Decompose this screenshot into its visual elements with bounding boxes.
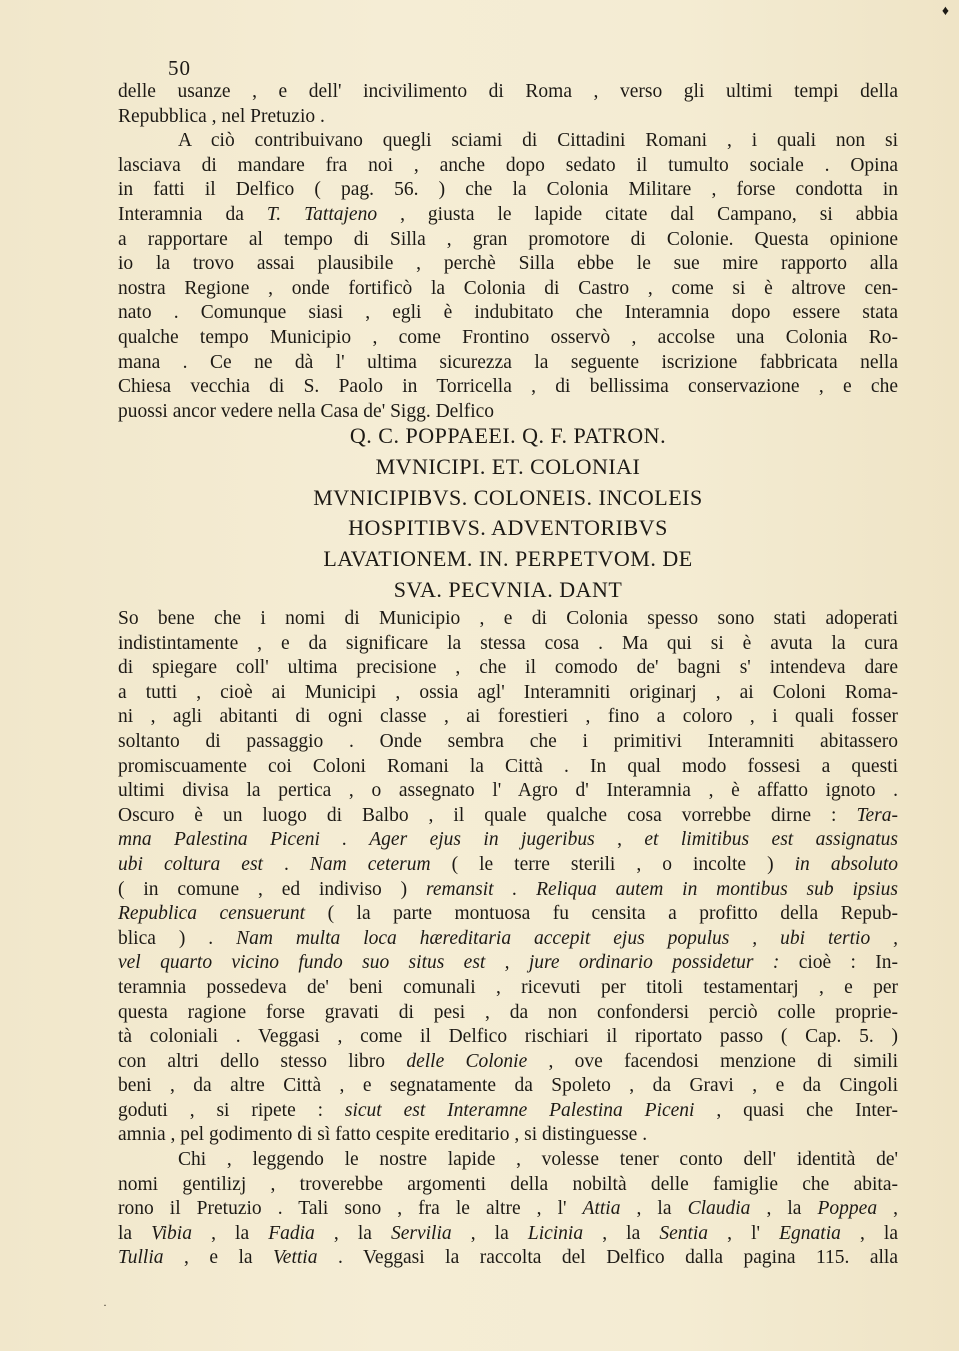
- inscription-line: Q. C. POPPAEEI. Q. F. PATRON.: [349, 423, 667, 448]
- text-line: Repubblica , nel Pretuzio .: [118, 105, 325, 127]
- inscription-line: MVNICIPIBVS. COLONEIS. INCOLEIS: [313, 484, 703, 510]
- text-line: Chi , leggendo le nostre lapide , volesse tener conto dell' identità de': [178, 1149, 898, 1171]
- body-text-top: [118, 80, 898, 424]
- text-line: vel quarto vicino fundo suo situs est , jure ordinario possidetur : cioè : In-: [118, 952, 898, 974]
- text-line: io la trovo assai plausibile , perchè Silla ebbe le sue mire rapporto alla: [118, 253, 898, 275]
- text-line: tà coloniali . Veggasi , come il Delfico rischiari il riportato passo ( Cap. 5. ): [118, 1026, 898, 1048]
- text-line: Tullia , e la Vettia . Veggasi la raccolta del Delfico dalla pagina 115. alla: [118, 1247, 898, 1269]
- text-line: a rapportare al tempo di Silla , gran promotore di Colonie. Questa opinione: [118, 228, 898, 250]
- text-line: puossi ancor vedere nella Casa de' Sigg. Delfico: [118, 400, 495, 422]
- text-line: beni , da altre Città , e segnatamente da Spoleto , da Gravi , e da Cingoli: [118, 1075, 898, 1097]
- text-line: nostra Regione , onde fortificò la Colonia di Castro , come si è altrove cen-: [118, 277, 898, 299]
- text-line: ( in comune , ed indiviso ) remansit . Reliqua autem in montibus sub ipsius: [118, 878, 898, 900]
- text-line: con altri dello stesso libro delle Colonie , ove facendosi menzione di simili: [118, 1050, 899, 1072]
- text-line: rono il Pretuzio . Tali sono , fra le altre , l' Attia , la Claudia , la Poppea ,: [118, 1198, 898, 1220]
- text-line: nato . Comunque siasi , egli è indubitato che Interamnia dopo essere stata: [118, 302, 898, 324]
- corner-mark: ♦: [941, 4, 949, 19]
- text-line: amnia , pel godimento di sì fatto cespite ereditario , si distinguesse .: [118, 1124, 648, 1146]
- text-line: questa ragione forse gravati di pesi , da non confondersi perciò colle proprie-: [118, 1001, 898, 1023]
- text-line: ultimi divisa la pertica , o assegnato l' Agro d' Interamnia , è affatto ignoto .: [118, 780, 898, 802]
- text-line: ni , agli abitanti di ogni classe , ai forestieri , fino a coloro , i quali fosser: [118, 706, 898, 728]
- text-line: Oscuro è un luogo di Balbo , il quale qualche cosa vorrebbe dirne : Tera-: [118, 804, 898, 826]
- text-line: So bene che i nomi di Municipio , e di Colonia spesso sono stati adoperati: [118, 608, 898, 629]
- text-line: goduti , si ripete : sicut est Interamne Palestina Piceni , quasi che Inter-: [118, 1099, 898, 1121]
- text-line: promiscuamente coi Coloni Romani la Città . In qual modo fossesi a questi: [118, 755, 898, 777]
- text-line: di spiegare coll' ultima precisione , che il comodo de' bagni s' intendeva dare: [118, 657, 898, 679]
- inscription-line: LAVATIONEM. IN. PERPETVOM. DE: [323, 546, 693, 572]
- text-line: in fatti il Delfico ( pag. 56. ) che la Colonia Militare , forse condotta in: [118, 179, 898, 201]
- text-line: teramnia possedeva de' beni comunali , ricevuti per titoli testamentarj , e per: [118, 976, 898, 998]
- text-line: nomi gentilizj , troverebbe argomenti della nobiltà delle famiglie che abita-: [118, 1173, 898, 1195]
- text-line: indistintamente , e da significare la stessa cosa . Ma qui si è avuta la cura: [118, 632, 898, 654]
- text-line: ubi coltura est . Nam ceterum ( le terre sterili , o incolte ) in absoluto: [118, 853, 898, 875]
- inscription-line: HOSPITIBVS. ADVENTORIBVS: [348, 515, 668, 541]
- text-line: qualche tempo Municipio , come Frontino osservò , accolse una Colonia Ro-: [118, 326, 898, 348]
- text-line: A ciò contribuivano quegli sciami di Cittadini Romani , i quali non si: [178, 130, 898, 152]
- text-line: Republica censuerunt ( la parte montuosa fu censita a profitto della Repub-: [118, 903, 898, 925]
- body-text-bottom: [118, 607, 898, 1271]
- text-line: Chiesa vecchia di S. Paolo in Torricella , di bellissima conservazione , e che: [118, 376, 898, 398]
- text-line: la Vibia , la Fadia , la Servilia , la Licinia , la Sentia , l' Egnatia , la: [118, 1222, 898, 1244]
- text-line: a tutti , cioè ai Municipi , ossia agl' Interamniti originarj , ai Coloni Roma-: [118, 681, 898, 703]
- text-line: delle usanze , e dell' incivilimento di Roma , verso gli ultimi tempi della: [118, 81, 898, 102]
- text-line: soltanto di passaggio . Onde sembra che i primitivi Interamniti abitassero: [118, 730, 898, 752]
- latin-inscription: [118, 421, 898, 606]
- text-line: lasciava di mandare fra noi , anche dopo sedato il tumulto sociale . Opina: [118, 154, 898, 176]
- text-line: Interamnia da T. Tattajeno , giusta le lapide citate dal Campano, si abbia: [118, 203, 898, 225]
- page-speck: ·: [103, 1298, 107, 1312]
- text-line: blica ) . Nam multa loca hæreditaria accepit ejus populus , ubi tertio ,: [118, 927, 898, 949]
- inscription-line: MVNICIPI. ET. COLONIAI: [375, 453, 641, 479]
- text-line: mna Palestina Piceni . Ager ejus in jugeribus , et limitibus est assignatus: [118, 829, 898, 851]
- text-line: mana . Ce ne dà l' ultima sicurezza la seguente iscrizione fabbricata nella: [118, 351, 898, 373]
- page-number: 50: [168, 56, 191, 80]
- inscription-line: SVA. PECVNIA. DANT: [393, 576, 623, 602]
